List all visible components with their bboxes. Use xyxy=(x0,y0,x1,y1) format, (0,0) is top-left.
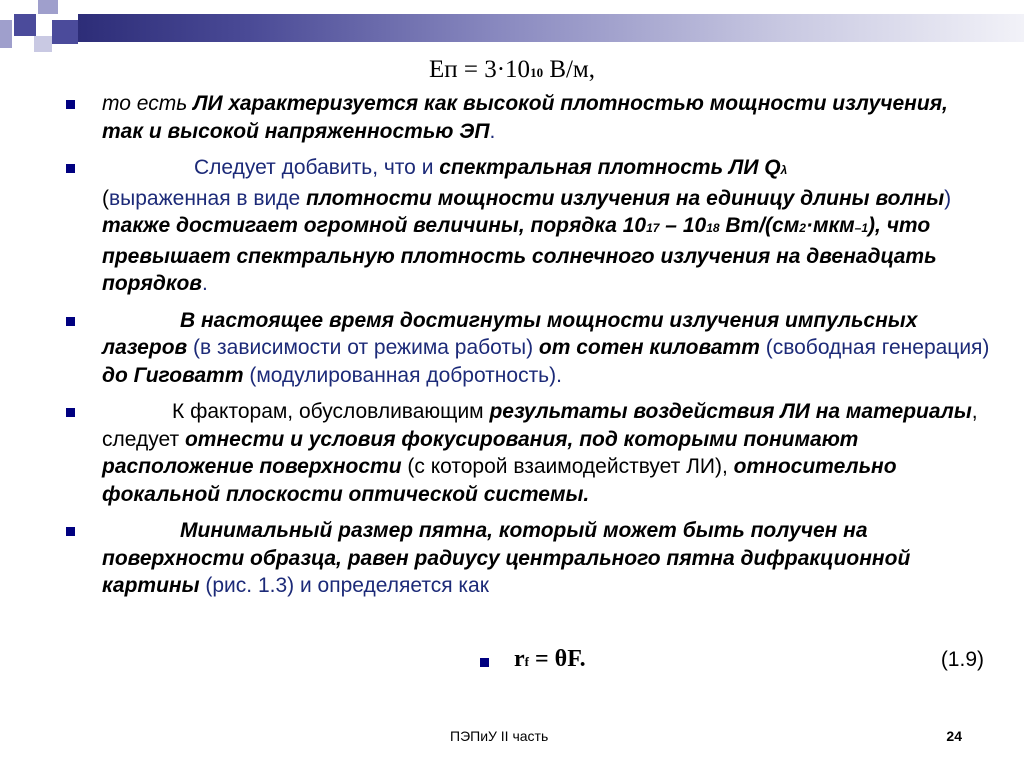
header-square xyxy=(52,20,78,44)
list-item: Минимальный размер пятна, который может быть получен на поверхности образца, равен радиусу центрального пятна дифракционной картины (рис. 1.3) и определяется как xyxy=(62,517,992,600)
header-square xyxy=(0,20,12,48)
equation-number: (1.9) xyxy=(940,648,984,671)
header-square xyxy=(14,14,36,36)
bullet-square-icon xyxy=(66,527,75,536)
list-item: то есть ЛИ характеризуется как высокой плотностью мощности излучения, так и высокой напряженностью ЭП. xyxy=(62,90,992,145)
bullet-square-icon xyxy=(66,100,75,109)
page-number: 24 xyxy=(946,728,962,744)
bullet-square-icon xyxy=(66,317,75,326)
header-gradient-bar xyxy=(78,14,1024,42)
footer-title: ПЭПиУ II часть xyxy=(450,728,549,744)
bullet-square-icon xyxy=(66,408,75,417)
header-square xyxy=(38,0,58,14)
list-item: В настоящее время достигнуты мощности излучения импульсных лазеров (в зависимости от режима работы) от сотен киловатт (свободная генерация) до Гиговатт (модулированная добротность). xyxy=(62,307,992,390)
field-strength-formula: Еп = 3·1010 В/м, xyxy=(428,56,596,83)
list-item: Следует добавить, что и спектральная плотность ЛИ Qλ (выраженная в виде плотности мощности излучения на единицу длины волны) также достигает огромной величины, порядка 1017 – 1018 Вт/(см2·мкм–1), что превышает спектральную плотность солнечного излучения на двенадцать порядков. xyxy=(62,154,992,298)
bullet-square-icon xyxy=(480,658,489,667)
list-item: К факторам, обусловливающим результаты воздействия ЛИ на материалы, следует отнести и условия фокусирования, под которыми понимают расположение поверхности (с которой взаимодействует ЛИ), относительно фокальной плоскости оптической системы. xyxy=(62,398,992,508)
bullet-list xyxy=(62,90,992,609)
bullet-square-icon xyxy=(66,164,75,173)
header-square xyxy=(34,36,52,52)
spot-radius-formula: rf = θF. (1.9) xyxy=(0,646,1024,676)
